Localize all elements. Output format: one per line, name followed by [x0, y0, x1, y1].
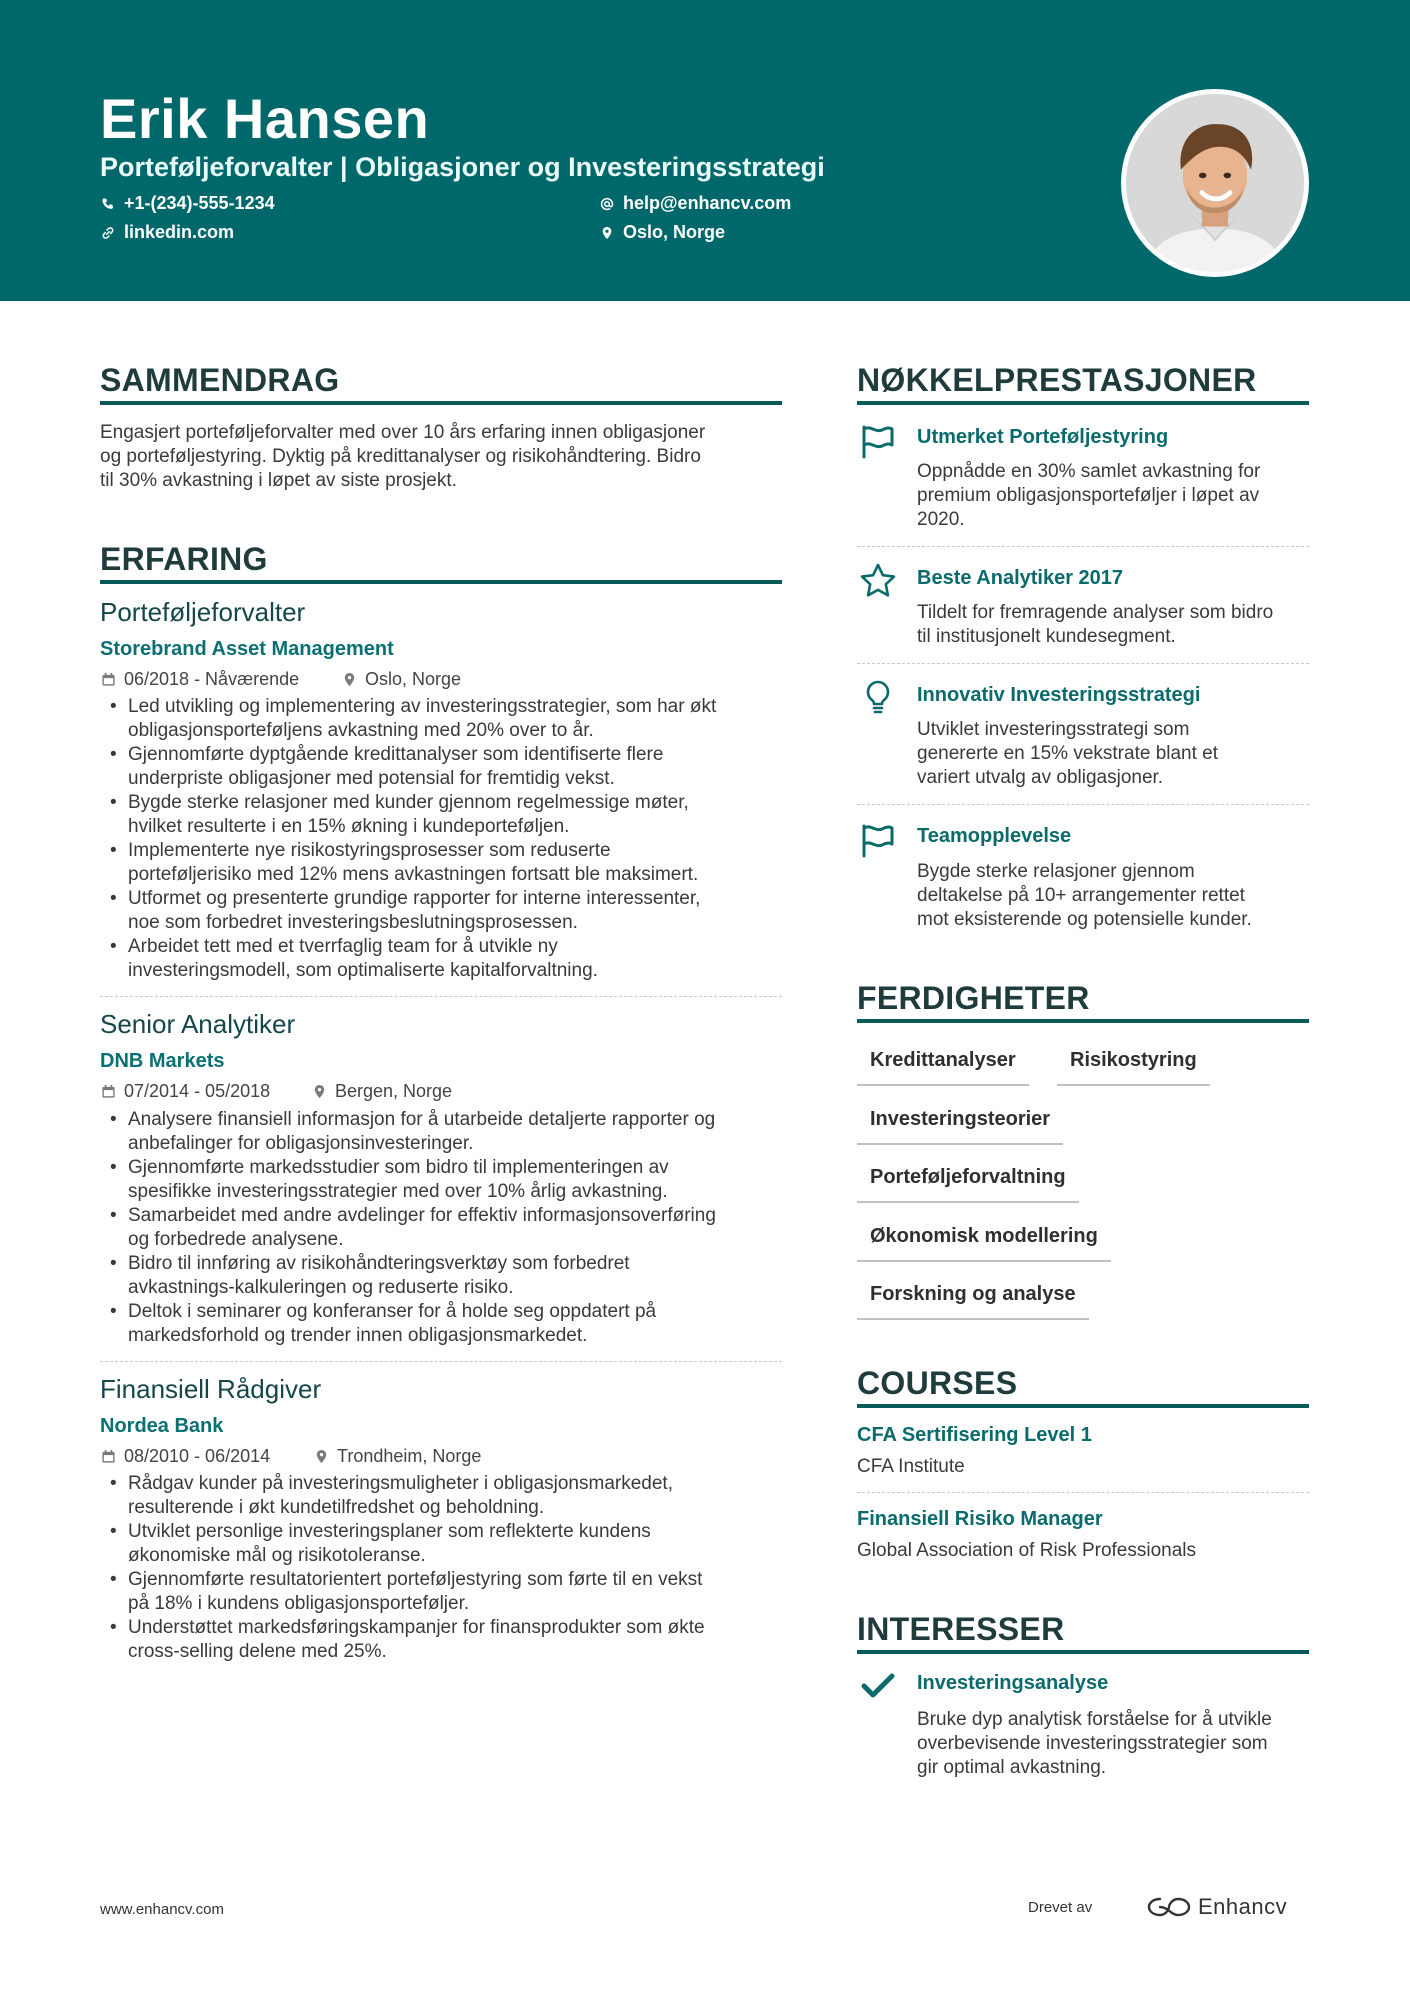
job-location — [312, 1081, 452, 1102]
job-bullets — [100, 695, 790, 983]
bullet-item: • Implementerte nye risikostyringsprosesser som reduserte porteføljerisiko med 12% mens avkastningen fortsatt ble maksimert. — [100, 839, 790, 887]
bullet-item: • Arbeidet tett med et tverrfaglig team for å utvikle ny investeringsmodell, som optimaliserte kapitalforvaltning. — [100, 935, 790, 983]
job-dates-text: 07/2014 - 05/2018 — [124, 1081, 271, 1101]
company-name: Nordea Bank — [100, 1415, 224, 1437]
calendar-icon — [101, 672, 116, 687]
courses-rule — [857, 1404, 1309, 1408]
experience-heading: ERFARING — [100, 541, 268, 577]
resume-header — [0, 0, 1410, 301]
footer-website[interactable]: www.enhancv.com — [100, 1901, 224, 1918]
achievement-title: Teamopplevelse — [917, 825, 1072, 847]
job-dates — [101, 1081, 270, 1102]
candidate-tagline: Porteføljeforvalter | Obligasjoner og Investeringsstrategi — [100, 152, 825, 182]
interest-title: Investeringsanalyse — [917, 1672, 1109, 1694]
avatar — [1126, 94, 1304, 272]
summary-heading: SAMMENDRAG — [100, 362, 340, 398]
link-icon — [101, 226, 115, 240]
skills-heading: FERDIGHETER — [857, 980, 1090, 1016]
summary-rule — [100, 401, 782, 405]
flag-icon — [858, 421, 898, 461]
summary-line: og porteføljestyring. Dyktig på kredittanalyser og risikohåndtering. Bidro — [100, 446, 701, 467]
bullet-item: • Gjennomførte dyptgående kredittanalyser som identifiserte flere underpriste obligasjoner med potensial for fremtidig vekst. — [100, 743, 790, 791]
job-dates-text: 06/2018 - Nåværende — [124, 669, 300, 689]
skill-tag: Porteføljeforvaltning — [857, 1166, 1079, 1203]
contact-phone[interactable] — [101, 193, 275, 214]
interest-description: Bruke dyp analytisk forståelse for å utvikle overbevisende investeringsstrategier som gir optimal avkastning. — [917, 1709, 1272, 1778]
profile-photo — [1121, 89, 1309, 277]
bullet-item: • Analysere finansiell informasjon for å utarbeide detaljerte rapporter og anbefalinger for obligasjonsinvesteringer. — [100, 1108, 790, 1156]
location-pin-icon — [312, 1084, 327, 1099]
bullet-item: • Utviklet personlige investeringsplaner som reflekterte kundens økonomiske mål og risikotoleranse. — [100, 1520, 790, 1568]
interests-rule — [857, 1650, 1309, 1654]
divider — [857, 804, 1309, 805]
course-title: Finansiell Risiko Manager — [857, 1508, 1103, 1530]
checkmark-icon — [858, 1666, 898, 1706]
achievement-title: Utmerket Porteføljestyring — [917, 426, 1169, 448]
job-title: Senior Analytiker — [100, 1009, 296, 1039]
achievement-title: Innovativ Investeringsstrategi — [917, 684, 1201, 706]
skill-tag: Investeringsteorier — [857, 1108, 1063, 1145]
phone-icon — [101, 197, 115, 211]
summary-line: Engasjert porteføljeforvalter med over 10 års erfaring innen obligasjoner — [100, 422, 706, 443]
bullet-item: • Rådgav kunder på investeringsmuligheter i obligasjonsmarkedet, resulterende i økt kundetilfredshet og beholdning. — [100, 1472, 790, 1520]
achievements-heading: NØKKELPRESTASJONER — [857, 362, 1257, 398]
job-bullets — [100, 1472, 790, 1664]
company-name: Storebrand Asset Management — [100, 638, 394, 660]
bullet-item: • Samarbeidet med andre avdelinger for effektiv informasjonsoverføring og forbedrede analysene. — [100, 1204, 790, 1252]
courses-heading: COURSES — [857, 1365, 1018, 1401]
enhancv-logo-icon — [1146, 1895, 1192, 1919]
phone-text: +1-(234)-555-1234 — [124, 193, 275, 213]
achievement-description: Bygde sterke relasjoner gjennom deltakelse på 10+ arrangementer rettet mot eksisterende og potensielle kunder. — [917, 861, 1252, 930]
bullet-item: • Bygde sterke relasjoner med kunder gjennom regelmessige møter, hvilket resulterte i en 15% økning i kundeporteføljen. — [100, 791, 790, 839]
location-pin-icon — [314, 1449, 329, 1464]
divider — [857, 1492, 1309, 1493]
job-title: Finansiell Rådgiver — [100, 1374, 322, 1404]
bullet-item: • Gjennomførte markedsstudier som bidro til implementeringen av spesifikke investeringsstrategier med over 10% årlig avkastning. — [100, 1156, 790, 1204]
lightbulb-icon — [858, 677, 898, 717]
job-bullets — [100, 1108, 790, 1348]
contact-linkedin[interactable] — [101, 222, 234, 243]
summary-text — [100, 421, 790, 493]
interests-heading: INTERESSER — [857, 1611, 1065, 1647]
achievement-description: Utviklet investeringsstrategi som genererte en 15% vekstrate blant et variert utvalg av obligasjoner. — [917, 719, 1219, 788]
divider — [857, 546, 1309, 547]
job-location — [342, 669, 461, 690]
achievements-rule — [857, 401, 1309, 405]
divider — [100, 1361, 782, 1362]
footer-powered-by: Drevet av — [1028, 1899, 1093, 1916]
job-dates — [101, 1446, 270, 1467]
job-location-text: Oslo, Norge — [365, 669, 462, 689]
at-icon — [600, 197, 614, 211]
bullet-item: • Deltok i seminarer og konferanser for å holde seg oppdatert på markedsforhold og trender innen obligasjonsmarkedet. — [100, 1300, 790, 1348]
calendar-icon — [101, 1449, 116, 1464]
flag-icon — [858, 820, 898, 860]
enhancv-logo[interactable] — [1146, 1894, 1287, 1920]
star-icon — [858, 561, 898, 601]
skill-tag: Risikostyring — [1057, 1049, 1210, 1086]
achievement-description: Tildelt for fremragende analyser som bidro til institusjonelt kundesegment. — [917, 602, 1274, 647]
divider — [857, 663, 1309, 664]
skill-tag: Forskning og analyse — [857, 1283, 1089, 1320]
job-location-text: Bergen, Norge — [335, 1081, 453, 1101]
job-dates-text: 08/2010 - 06/2014 — [124, 1446, 271, 1466]
candidate-name: Erik Hansen — [100, 87, 430, 150]
job-title: Porteføljeforvalter — [100, 597, 306, 627]
job-location-text: Trondheim, Norge — [337, 1446, 482, 1466]
course-organization: CFA Institute — [857, 1456, 965, 1477]
bullet-item: • Utformet og presenterte grundige rapporter for interne interessenter, noe som forbedret investeringsbeslutningsprosessen. — [100, 887, 790, 935]
course-title: CFA Sertifisering Level 1 — [857, 1424, 1092, 1446]
achievement-description: Oppnådde en 30% samlet avkastning for premium obligasjonsporteføljer i løpet av 2020. — [917, 461, 1261, 530]
bullet-item: • Understøttet markedsføringskampanjer for finansprodukter som økte cross-selling delene med 25%. — [100, 1616, 790, 1664]
job-dates — [101, 669, 299, 690]
achievement-title: Beste Analytiker 2017 — [917, 567, 1124, 589]
bullet-item: • Bidro til innføring av risikohåndteringsverktøy som forbedret avkastnings-kalkuleringen og reduserte risiko. — [100, 1252, 790, 1300]
contact-email[interactable] — [600, 193, 791, 214]
company-name: DNB Markets — [100, 1050, 225, 1072]
location-text: Oslo, Norge — [623, 222, 726, 242]
linkedin-text: linkedin.com — [124, 222, 235, 242]
experience-rule — [100, 580, 782, 584]
calendar-icon — [101, 1084, 116, 1099]
enhancv-logo-text: Enhancv — [1198, 1894, 1288, 1919]
skills-rule — [857, 1019, 1309, 1023]
location-pin-icon — [342, 672, 357, 687]
summary-line: til 30% avkastning i løpet av siste prosjekt. — [100, 470, 457, 491]
bullet-item: • Gjennomførte resultatorientert porteføljestyring som førte til en vekst på 18% i kundens obligasjonsporteføljer. — [100, 1568, 790, 1616]
job-location — [314, 1446, 481, 1467]
course-organization: Global Association of Risk Professionals — [857, 1540, 1196, 1561]
divider — [100, 996, 782, 997]
bullet-item: • Led utvikling og implementering av investeringsstrategier, som har økt obligasjonsporteføljens avkastning med 20% over to år. — [100, 695, 790, 743]
location-pin-icon — [600, 226, 614, 240]
email-text: help@enhancv.com — [623, 193, 792, 213]
skill-tag: Økonomisk modellering — [857, 1225, 1111, 1262]
contact-location — [600, 222, 725, 243]
skill-tag: Kredittanalyser — [857, 1049, 1029, 1086]
